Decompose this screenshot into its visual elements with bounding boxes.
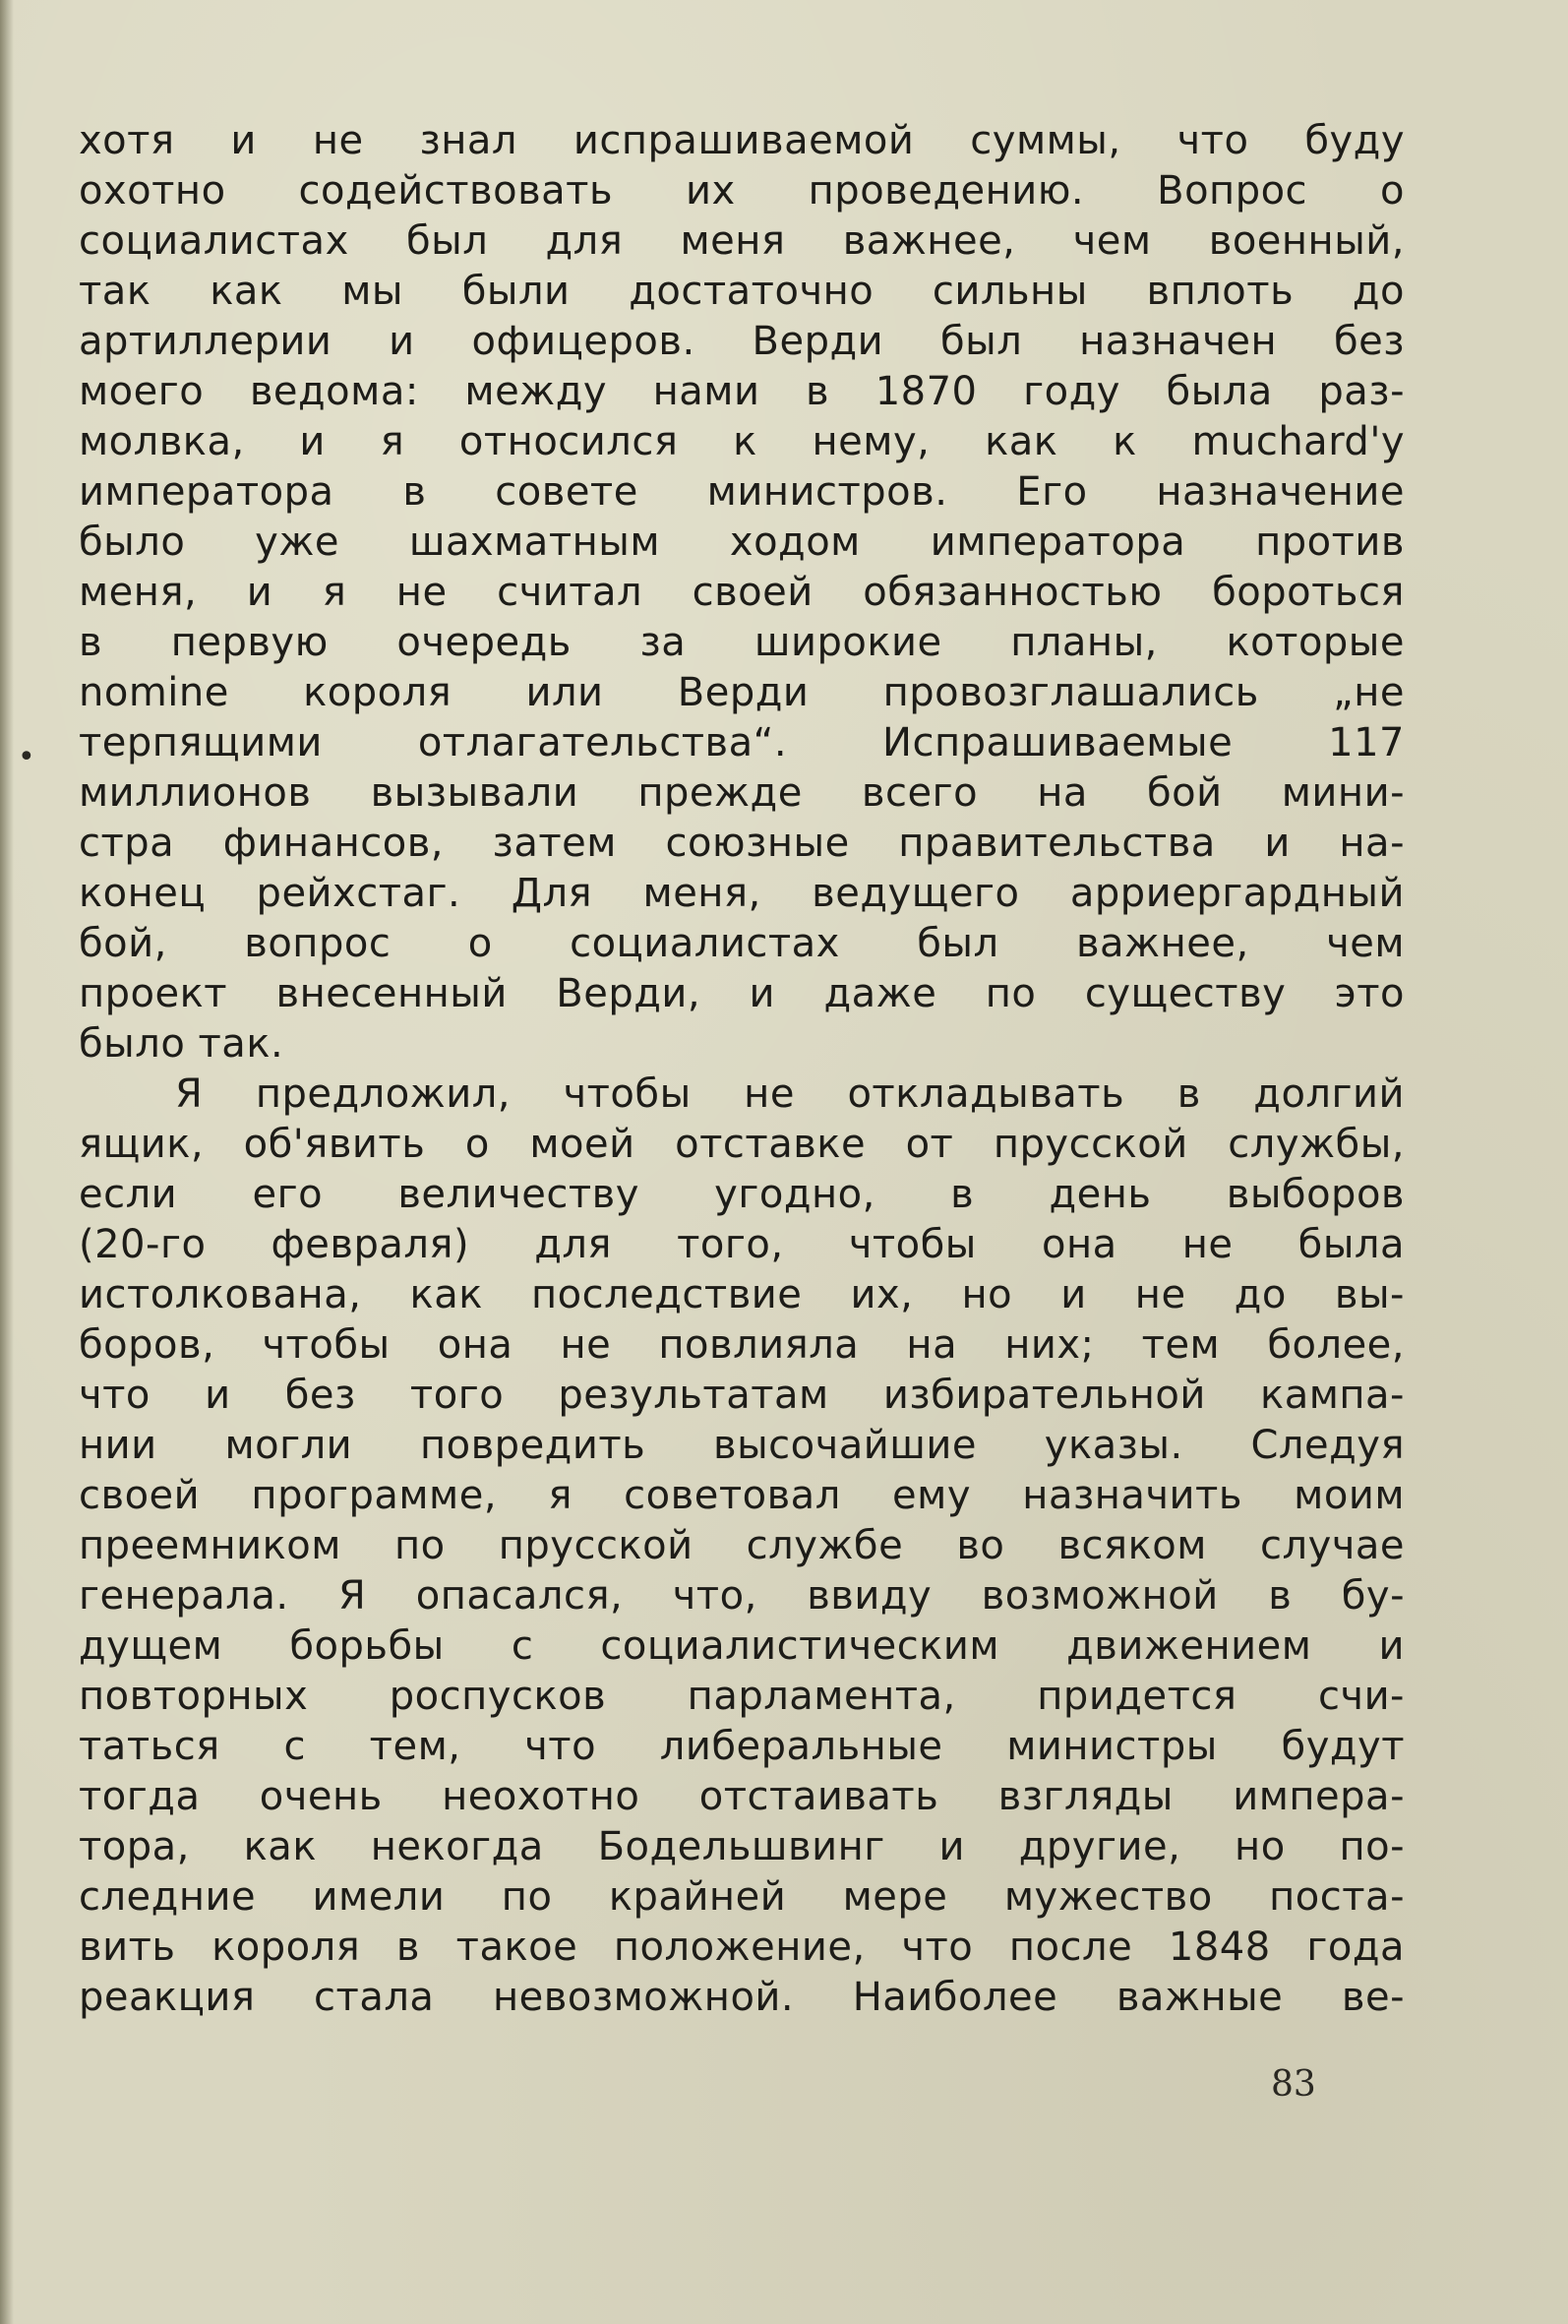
text-line: терпящими отлагательства“. Испрашиваемые 117	[79, 720, 1405, 765]
text-line: следние имели по крайней мере мужество поста-	[79, 1874, 1405, 1920]
margin-mark: •	[18, 740, 35, 774]
body-text	[79, 116, 1405, 2023]
text-line: молвка, и я относился к нему, как к muchard'y	[79, 419, 1405, 464]
text-line: меня, и я не считал своей обязанностью бороться	[79, 570, 1405, 615]
text-line: императора в совете министров. Его назначение	[79, 469, 1405, 515]
text-line: конец рейхстаг. Для меня, ведущего арриергардный	[79, 871, 1405, 916]
paragraph-start-line: Я предложил, чтобы не откладывать в долгий	[175, 1071, 1405, 1117]
text-line: было уже шахматным ходом императора против	[79, 520, 1405, 565]
text-line: таться с тем, что либеральные министры будут	[79, 1724, 1405, 1769]
text-line: в первую очередь за широкие планы, которые	[79, 620, 1405, 665]
text-line: нии могли повредить высочайшие указы. Следуя	[79, 1423, 1405, 1468]
text-line: дущем борьбы с социалистическим движением и	[79, 1623, 1405, 1669]
text-line: если его величеству угодно, в день выборов	[79, 1172, 1405, 1217]
text-line: тора, как некогда Бодельшвинг и другие, но по-	[79, 1824, 1405, 1869]
text-line: бой, вопрос о социалистах был важнее, чем	[79, 921, 1405, 966]
text-line: так как мы были достаточно сильны вплоть до	[79, 269, 1405, 314]
text-line: что и без того результатам избирательной кампа-	[79, 1373, 1405, 1418]
text-line: миллионов вызывали прежде всего на бой мини-	[79, 770, 1405, 816]
text-line: социалистах был для меня важнее, чем военный,	[79, 218, 1405, 264]
text-line: (20-го февраля) для того, чтобы она не была	[79, 1222, 1405, 1267]
text-line: моего ведома: между нами в 1870 году была раз-	[79, 369, 1405, 414]
text-line: реакция стала невозможной. Наиболее важные ве-	[79, 1975, 1405, 2020]
text-line: преемником по прусской службе во всяком случае	[79, 1523, 1405, 1568]
text-line: проект внесенный Верди, и даже по существу это	[79, 971, 1405, 1016]
text-line: генерала. Я опасался, что, ввиду возможной в бу-	[79, 1573, 1405, 1619]
text-line: хотя и не знал испрашиваемой суммы, что буду	[79, 118, 1405, 163]
text-line: ящик, об'явить о моей отставке от прусской службы,	[79, 1122, 1405, 1167]
text-line: артиллерии и офицеров. Верди был назначен без	[79, 319, 1405, 364]
text-line: тогда очень неохотно отстаивать взгляды импера-	[79, 1774, 1405, 1819]
text-line: nomine короля или Верди провозглашались „не	[79, 670, 1405, 715]
text-line: повторных роспусков парламента, придется счи-	[79, 1674, 1405, 1719]
text-line: боров, чтобы она не повлияла на них; тем более,	[79, 1322, 1405, 1368]
text-line: истолкована, как последствие их, но и не до вы-	[79, 1272, 1405, 1317]
text-line: охотно содействовать их проведению. Вопрос о	[79, 168, 1405, 214]
page-number: 83	[1271, 2064, 1316, 2105]
text-line: своей программе, я советовал ему назначить моим	[79, 1473, 1405, 1518]
text-line: было так.	[79, 1021, 284, 1067]
page-edge-shadow	[0, 0, 14, 2324]
text-line: вить короля в такое положение, что после 1848 года	[79, 1925, 1405, 1970]
text-line: стра финансов, затем союзные правительства и на-	[79, 821, 1405, 866]
